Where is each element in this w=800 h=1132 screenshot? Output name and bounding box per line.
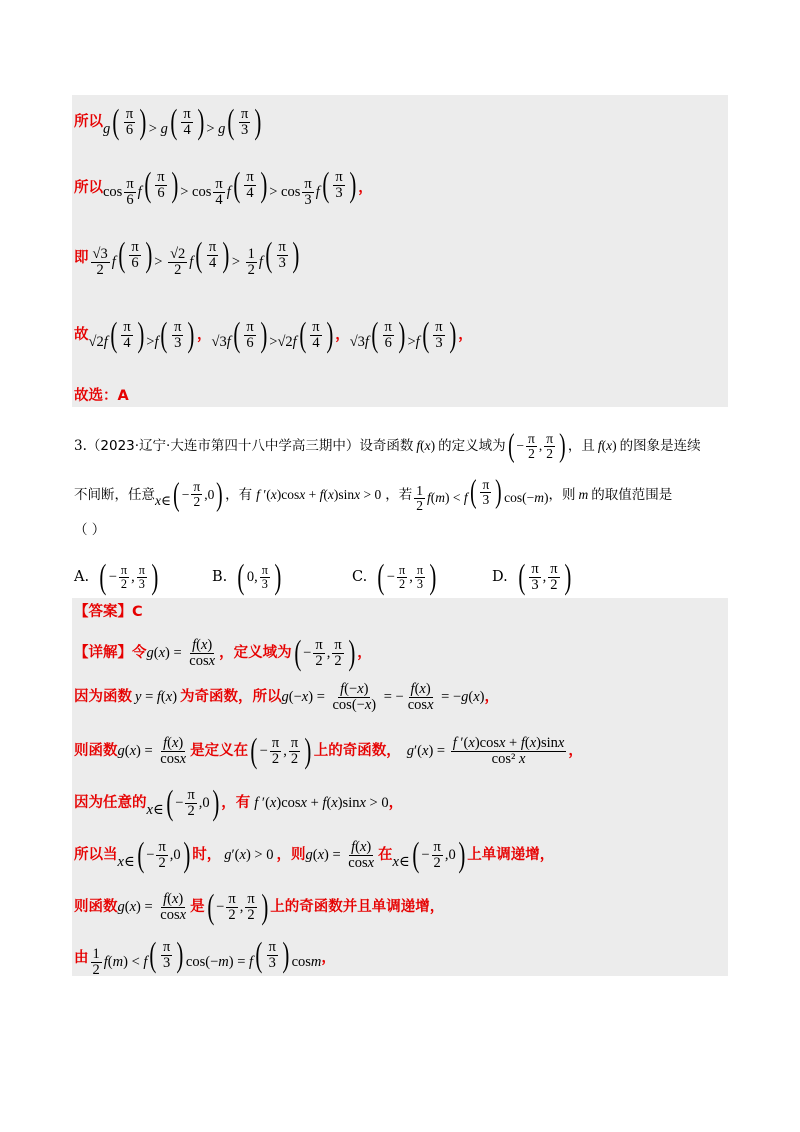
math-g-inequality: g ( $\frac{\pi}{6}$ ) > g ( $\frac{\pi}{4}$ ) > g ( $\frac{\pi}{3}$ )	[103, 105, 264, 140]
answer-step-2: 因为函数 y = f(x) 为奇函数，所以 g(−x) = $\frac{f(-x)}{\cos(-x)}$ = − $\frac{f(x)}{\cos x}$ = −g(x) ，	[74, 681, 499, 714]
solution-line-1: 所以 g ( $\frac{\pi}{6}$ ) > g ( $\frac{\pi}{4}$ ) > g ( $\frac{\pi}{3}$ )	[74, 105, 740, 140]
question-line-2: 不间断，任意 x∈( − $\frac{\pi}{2}$ ,0 ) ，有 f ′(x)cosx + f(x)sinx > 0 ，若 $\frac{1}{2}$ f(m) < f ( $\frac{\pi}{3}$ ) cos(−m) ，则 m 的取值范围是	[74, 476, 740, 514]
option-c[interactable]: C. ( − $\frac{\pi}{2}$ , $\frac{\pi}{3}$ )	[352, 560, 439, 595]
question-line-1: 3. （2023·辽宁·大连市第四十八中学高三期中） 设奇函数 f(x) 的定义域为 ( − $\frac{\pi}{2}$ , $\frac{\pi}{2}$ ) ，且 f(x) 的图象是连续	[74, 430, 740, 462]
answer-step-5: 所以当 x∈( − $\frac{\pi}{2}$ ,0 ) 时， g′(x) > 0 ，则 g(x) = $\frac{f(x)}{\cos x}$ 在 x∈( − $\frac{\pi}{2}$ ,0 ) 上单调递增，	[74, 838, 740, 873]
answer-step-3: 则函数 g(x) = $\frac{f(x)}{\cos x}$ 是定义在 ( − $\frac{\pi}{2}$ , $\frac{\pi}{2}$ ) 上的奇函数， g′(x) = $\frac{f '(x)\cos x + f(x)\sin x}{\text{cos² x}}$ ，	[74, 734, 740, 769]
answer-step-4: 因为任意的 x∈( − $\frac{\pi}{2}$ ,0 ) ，有 f ′(x)cosx + f(x)sinx > 0 ，	[74, 786, 740, 821]
answer-step-6: 则函数 g(x) = $\frac{f(x)}{\cos x}$ 是 ( − $\frac{\pi}{2}$ , $\frac{\pi}{2}$ ) 上的奇函数并且单调递增，	[74, 890, 740, 925]
math-cos-inequality: cos $\frac{\pi}{6}$ f ( $\frac{\pi}{6}$ ) > cos $\frac{\pi}{4}$ f ( $\frac{\pi}{4}$ ) > cos $\frac{\pi}{3}$ f ( $\frac{\pi}{3}$ )	[103, 168, 358, 208]
solution-line-4: 故 √2f ( $\frac{\pi}{4}$ ) >f ( $\frac{\pi}{3}$ ) ， √3f ( $\frac{\pi}{6}$ ) >√2f ( $\frac{\pi}{4}$ ) ， √3f ( $\frac{\pi}{6}$ ) >f ( $\frac{\pi}{3}$ ) ，	[74, 318, 740, 353]
solution-choice: 故选：A	[74, 388, 129, 404]
option-a[interactable]: A. ( − $\frac{\pi}{2}$ , $\frac{\pi}{3}$ )	[74, 560, 161, 595]
option-d[interactable]: D. ( $\frac{\pi}{3}$ , $\frac{\pi}{2}$ )	[492, 560, 573, 595]
math-sqrt-inequality: $\frac{√3}{2}$ f ( $\frac{\pi}{6}$ ) > $\frac{√2}{2}$ f ( $\frac{\pi}{4}$ ) > $\frac{1}{2}$ f ( $\frac{\pi}{3}$ )	[89, 238, 302, 278]
answer-step-1: 【详解】 令 g(x) = $\frac{f(x)}{\cos x}$ ，定义域为 ( − $\frac{\pi}{2}$ , $\frac{\pi}{2}$ ) ，	[74, 636, 740, 671]
solution-line-3: 即 $\frac{√3}{2}$ f ( $\frac{\pi}{6}$ ) > $\frac{√2}{2}$ f ( $\frac{\pi}{4}$ ) > $\frac{1}{2}$ f ( $\frac{\pi}{3}$ )	[74, 238, 740, 278]
answer-step-7: 由 $\frac{1}{2}$ f(m) < f ( $\frac{\pi}{3}$ ) cos(−m) = f ( $\frac{\pi}{3}$ ) cosm ，	[74, 938, 740, 978]
option-b[interactable]: B. ( 0, $\frac{\pi}{3}$ )	[212, 560, 284, 595]
question-blank: （ ）	[74, 522, 106, 538]
solution-line-2: 所以 cos $\frac{\pi}{6}$ f ( $\frac{\pi}{6}$ ) > cos $\frac{\pi}{4}$ f ( $\frac{\pi}{4}$ ) > cos $\frac{\pi}{3}$ f ( $\frac{\pi}{3}$ ) ，	[74, 168, 740, 208]
answer-title: 【答案】C	[74, 604, 143, 620]
